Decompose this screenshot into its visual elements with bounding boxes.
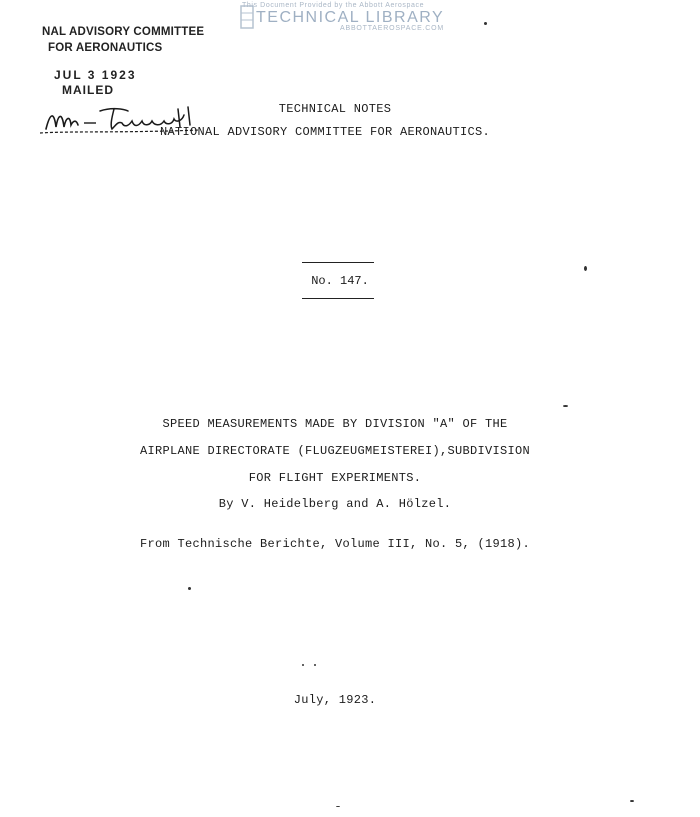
watermark-title: TECHNICAL LIBRARY: [256, 9, 445, 26]
scan-speck: [188, 587, 191, 590]
note-number: No. 147.: [311, 274, 369, 288]
scan-speck: [563, 405, 568, 407]
number-rule-top: [302, 262, 374, 263]
stamp-mailed: MAILED: [62, 83, 114, 97]
stamp-aeronautics-line: FOR AERONAUTICS: [48, 42, 163, 54]
scan-speck: [302, 664, 304, 666]
stamp-date: JUL 3 1923: [54, 68, 137, 82]
authors: By V. Heidelberg and A. Hölzel.: [218, 497, 452, 511]
header-committee-name: NATIONAL ADVISORY COMMITTEE FOR AERONAUTICS.: [160, 125, 491, 139]
scan-speck: [584, 266, 587, 271]
publication-date: July, 1923.: [293, 693, 377, 707]
source-citation: From Technische Berichte, Volume III, No. 5, (1918).: [139, 537, 531, 551]
watermark-url: ABBOTTAEROSPACE.COM: [340, 25, 445, 32]
scan-speck: [314, 664, 316, 666]
watermark-provider-text: This Document Provided by the Abbott Aerospace: [242, 2, 425, 9]
stamp-committee-line: NAL ADVISORY COMMITTEE: [42, 26, 205, 38]
title-line-3: FOR FLIGHT EXPERIMENTS.: [248, 471, 422, 485]
scan-speck: [630, 800, 634, 802]
scan-speck: [484, 22, 487, 25]
title-line-2: AIRPLANE DIRECTORATE (FLUGZEUGMEISTEREI),SUBDIVISION: [139, 444, 531, 458]
title-line-1: SPEED MEASUREMENTS MADE BY DIVISION "A" OF THE: [162, 417, 508, 431]
number-rule-bottom: [302, 298, 374, 299]
scan-speck: [336, 806, 340, 807]
header-technical-notes: TECHNICAL NOTES: [278, 102, 392, 116]
